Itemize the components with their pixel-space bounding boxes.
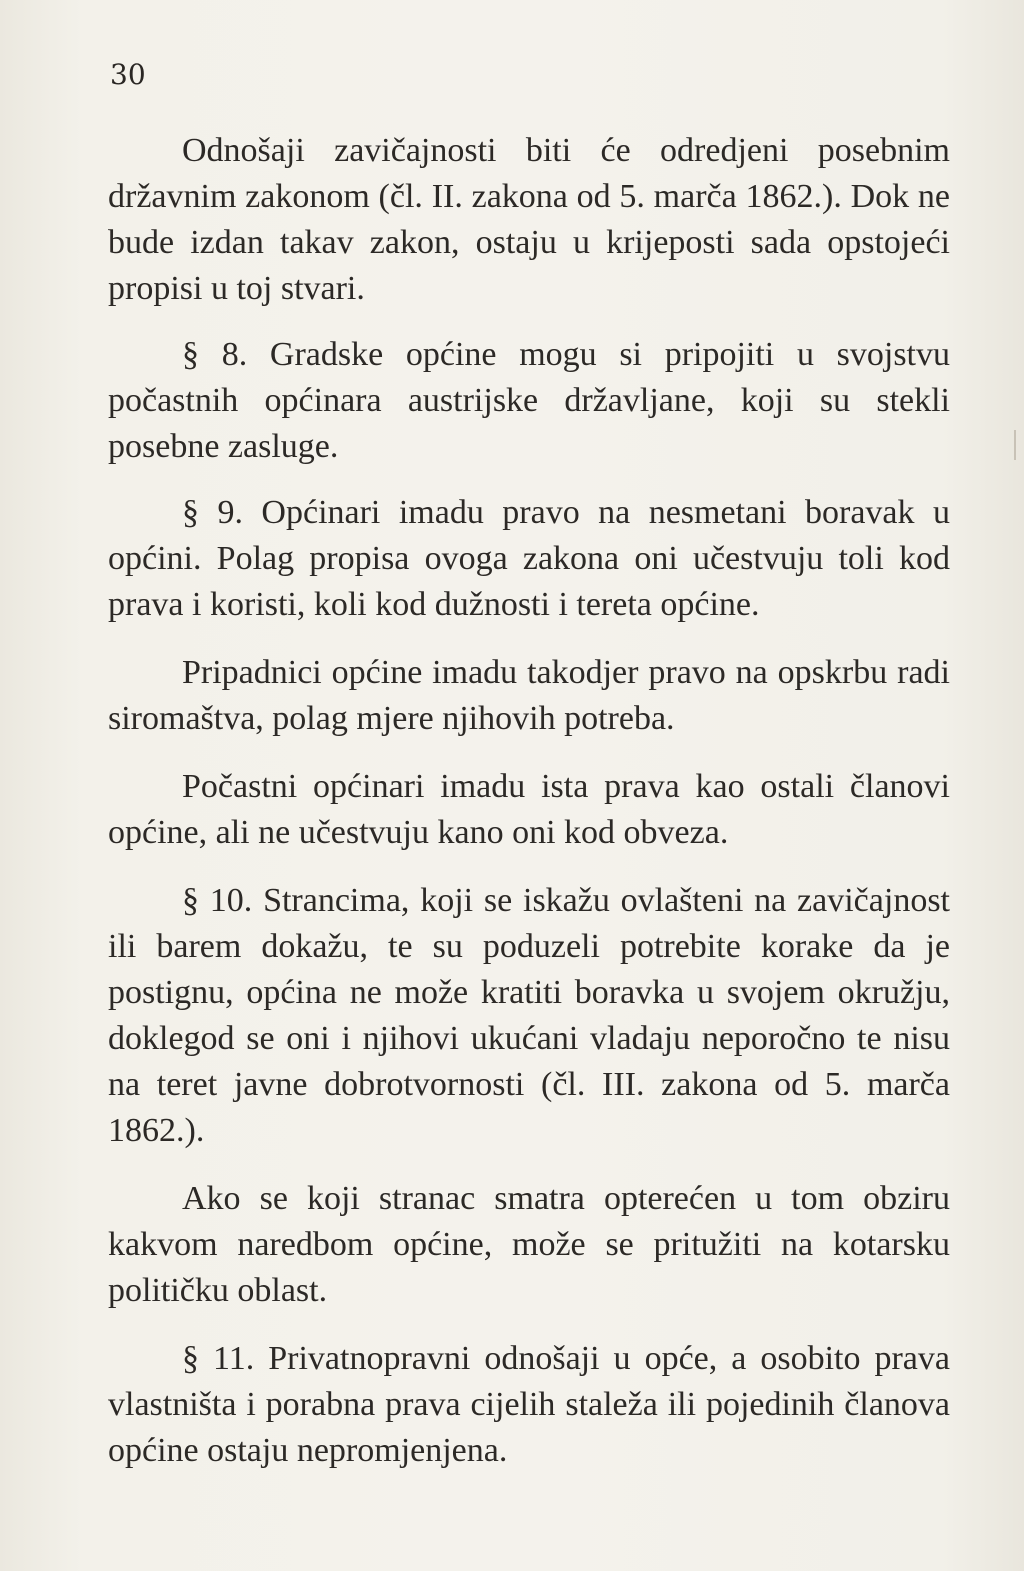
body-text bbox=[108, 128, 950, 1494]
paragraph-section-11: § 11. Privatnopravni odnošaji u opće, a osobito prava vlastništa i porabna prava cijelih staleža ili pojedinih članova općine ostaju nepromjenjena. bbox=[108, 1340, 950, 1469]
page-edge-mark bbox=[1014, 430, 1016, 460]
paragraph-pripadnici: Pripadnici općine imadu takodjer pravo na opskrbu radi siromaštva, polag mjere njihovih potreba. bbox=[108, 654, 950, 737]
paragraph-section-9: § 9. Općinari imadu pravo na nesmetani boravak u općini. Polag propisa ovoga zakona oni učestvuju toli kod prava i koristi, koli kod dužnosti i tereta općine. bbox=[108, 494, 950, 623]
paragraph-stranac: Ako se koji stranac smatra opterećen u tom obziru kakvom naredbom općine, može se pritužiti na kotarsku političku oblast. bbox=[108, 1180, 950, 1309]
paragraph-section-8: § 8. Gradske općine mogu si pripojiti u svojstvu počastnih općinara austrijske državljane, koji su stekli posebne zasluge. bbox=[108, 336, 950, 465]
page-number: 30 bbox=[110, 58, 146, 91]
paragraph-pocastni: Počastni općinari imadu ista prava kao ostali članovi općine, ali ne učestvuju kano oni kod obveza. bbox=[108, 768, 950, 851]
paragraph-section-10: § 10. Strancima, koji se iskažu ovlašteni na zavičajnost ili barem dokažu, te su poduzeli potrebite korake da je postignu, općina ne može kratiti boravka u svojem okružju, doklegod se oni i njihovi ukućani vladaju neporočno te nisu na teret javne dobrotvornosti (čl. III. zakona od 5. marča 1862.). bbox=[108, 882, 950, 1149]
paragraph-zavicajnost: Odnošaji zavičajnosti biti će odredjeni posebnim državnim zakonom (čl. II. zakona od 5. marča 1862.). Dok ne bude izdan takav zakon, ostaju u krijeposti sada opstojeći propisi u toj stvari. bbox=[108, 132, 950, 307]
